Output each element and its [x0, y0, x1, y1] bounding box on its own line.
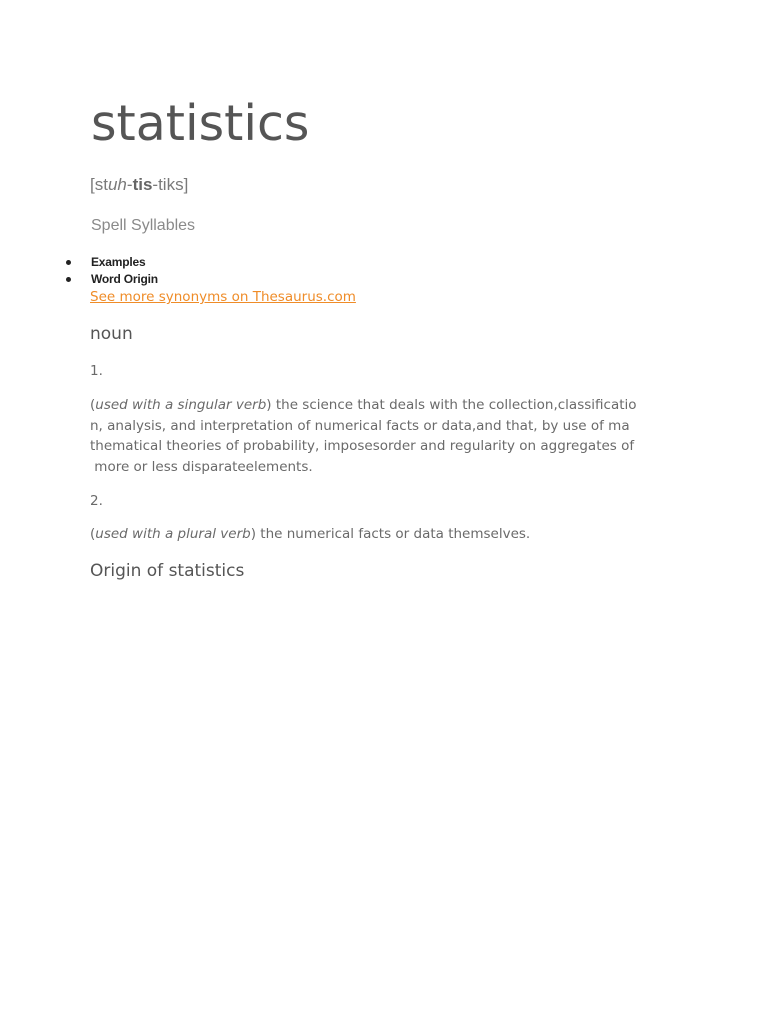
usage-paren-close: ): [266, 397, 272, 413]
definition-line-text: the science that deals with the collection,classificatio: [271, 397, 637, 413]
spell-syllables-button[interactable]: Spell Syllables: [91, 217, 196, 234]
definition-line-text: the numerical facts or data themselves.: [255, 526, 531, 542]
pronunciation-bracket-close: ]: [183, 175, 189, 194]
definition-line: [90, 395, 637, 416]
usage-paren-close: ): [250, 526, 256, 542]
headword: statistics: [91, 95, 310, 152]
definition-line: [90, 524, 530, 545]
definition-number: 2.: [90, 493, 103, 509]
examples-link[interactable]: Examples: [91, 255, 146, 269]
usage-note: used with a plural verb: [95, 526, 251, 542]
pronunciation-segment: -tiks: [152, 175, 184, 194]
definition-number: 1.: [90, 363, 103, 379]
pronunciation-stressed-syllable: tis: [132, 175, 153, 194]
list-item-word-origin[interactable]: [0, 271, 158, 288]
bullet-icon: [66, 260, 71, 265]
word-origin-link[interactable]: Word Origin: [91, 272, 158, 286]
pronunciation-segment: st: [94, 175, 108, 194]
usage-note: used with a singular verb: [95, 397, 267, 413]
usage-paren-open: (: [90, 526, 96, 542]
thesaurus-link[interactable]: See more synonyms on Thesaurus.com: [90, 289, 356, 305]
bullet-icon: [66, 277, 71, 282]
origin-heading: Origin of statistics: [90, 561, 245, 581]
definition-line: n, analysis, and interpretation of numerical facts or data,and that, by use of ma: [90, 417, 630, 434]
usage-paren-open: (: [90, 397, 96, 413]
pronunciation-segment-italic: uh: [107, 175, 127, 194]
pronunciation-hyphen: -: [126, 175, 133, 194]
definition-text: [90, 524, 530, 545]
pronunciation: [90, 174, 188, 196]
definition-text: [90, 395, 637, 477]
part-of-speech: noun: [90, 324, 133, 344]
list-item-examples[interactable]: [0, 254, 158, 271]
definition-line: thematical theories of probability, imposesorder and regularity on aggregates of: [90, 438, 635, 454]
entry-links-list: [0, 254, 158, 288]
pronunciation-bracket-open: [: [90, 175, 95, 194]
definition-line: more or less disparateelements.: [90, 458, 313, 475]
